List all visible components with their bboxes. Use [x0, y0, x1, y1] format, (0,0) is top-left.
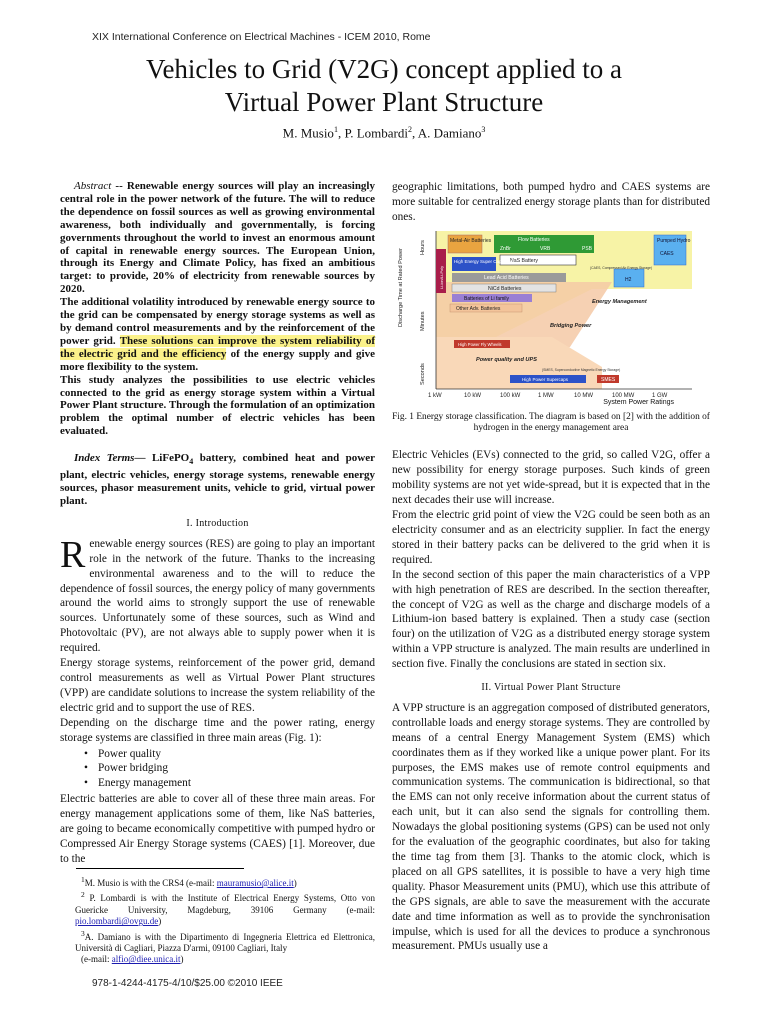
fn1-num: 1	[81, 875, 85, 884]
bullet-list	[98, 747, 375, 792]
list-item: • Energy management	[98, 776, 375, 791]
fn2-text: P. Lombardi is with the Institute of Electrical Energy Systems, Otto von Guericke University, Magdeburg, 39106 Germany (e-mail:	[75, 893, 375, 915]
abstract	[60, 180, 375, 438]
x-axis-title: System Power Ratings	[603, 398, 674, 406]
li-col-label: Li-ion/Li-Poly	[439, 265, 444, 289]
supercap-label: High Energy Super Capacitors	[454, 258, 515, 264]
index-terms-rest: battery, combined heat and power plant, electric vehicles, energy storage systems, renewable energy sources, phasor measurement units, vehicle to grid, virtual power plant.	[60, 452, 376, 508]
figure-caption: Fig. 1 Energy storage classification. The diagram is based on [2] with the addition of hydrogen in the energy management area	[392, 411, 710, 434]
pq-ups-label: Power quality and UPS	[476, 356, 537, 363]
pumped-label: Pumped Hydro	[657, 237, 691, 244]
nas-label: NaS Battery	[510, 257, 538, 264]
abstract-label: Abstract	[74, 180, 112, 192]
dropcap: R	[60, 533, 86, 576]
right-p1: Electric Vehicles (EVs) connected to the grid, so called V2G, offer a new possibility for energy storage purposes. Such kinds of green mobility systems are not yet wide-spread, but it is expected that in the next decades their use will increase.	[392, 449, 710, 507]
metal-air-label: Metal-Air Batteries	[450, 237, 492, 244]
x-tick: 1 MW	[538, 392, 554, 399]
sec1-p3: Depending on the discharge time and the power rating, energy storage systems are classified in three main areas (Fig. 1):	[60, 716, 375, 744]
flywheels-label: High Power Fly Wheels	[458, 341, 502, 347]
lead-acid-label: Lead Acid Batteries	[484, 274, 529, 281]
list-item: • Power quality	[98, 747, 375, 762]
sec1-p1-text: enewable energy sources (RES) are going to play an important role in the network of the future. Thanks to the increasing environmental awareness and to the will to reduce the dependence of fossil sources, the energy policy of many governments around the world aims to strongly support the use of renewable sources. Unfortunately some of these sources, such as Wind and Photovoltaic (PV), are not always able to supply power when it is required.	[60, 537, 375, 655]
right-column	[392, 180, 710, 954]
author-3-sup: 3	[481, 125, 486, 134]
author-1: M. Musio	[282, 125, 334, 141]
fn3-email-link[interactable]: alfio@diee.unica.it	[111, 954, 181, 965]
y-tick-minutes: Minutes	[420, 311, 426, 331]
title-line-1: Vehicles to Grid (V2G) concept applied to a	[145, 54, 623, 84]
section-1-heading: I. Introduction	[186, 517, 249, 529]
x-tick: 1 kW	[428, 392, 442, 399]
x-tick: 100 kW	[500, 392, 521, 399]
sec2-p1: A VPP structure is an aggregation composed of distributed generators, controllable loads and energy storage systems. They are controlled by means of a central Energy Management System (EMS) which coordinates them as if they worked like a unique power plant. For its purposes, the EMS makes use of remote control equipments and communication systems. The communication is bidirectional, so that the EMS can not only receive information about the current status of each unit, but it can also send the signals for controlling them. Nowadays the global positioning systems (GPS) can be used not only for the evaluation of the geographic coordinates, but also for taking the time tag from them [3]. Thanks to the atomic clock, which is placed on all GPS satellites, it is possible to have a very high time quality. Phasor Measurement units (PMU), which use this attribute of the GPS signals, are able to save the measurement with the accurate date and time information as well as to provide the synchronisation impulse, which is used for all the devices to produce a synchronous measurement. PMUs usually use a	[392, 701, 710, 953]
abstract-p3: This study analyzes the possibilities to use electric vehicles connected to the grid as energy storage system within a Virtual Power Plant structure. Through the formulation of an optimization problem the optimal number of electric vehicles has been evaluated.	[60, 373, 375, 438]
fn2-end: )	[158, 916, 162, 927]
sec1-p2: Energy storage systems, reinforcement of the power grid, demand control measurements as well as Virtual Power Plant structures (VPP) are candidate solutions to increase the system reliability of the electric grid and to support the use of RES.	[60, 657, 375, 714]
footnote-rule	[76, 868, 244, 869]
energy-storage-diagram	[392, 227, 710, 399]
h2-label: H2	[625, 276, 632, 283]
author-2-sup: 2	[408, 125, 412, 134]
author-3: A. Damiano	[417, 125, 482, 141]
fn3-pre: (e-mail:	[81, 954, 112, 965]
index-terms-sub: 4	[189, 457, 194, 467]
sec1-p4: Electric batteries are able to cover all of these three main areas. For energy management applications some of them, like NaS batteries, are going to became economically competitive with pumped hydro or Compressed Air Energy Storage systems (CAES) [1]. Moreover, due to the	[60, 793, 375, 865]
caes-label: CAES	[660, 250, 674, 257]
fn1-end: )	[293, 878, 297, 888]
figure-1	[392, 227, 710, 399]
other-adv-label: Other Adv. Batteries	[456, 305, 501, 312]
fn3-end: )	[180, 954, 184, 965]
bridging-label: Bridging Power	[550, 322, 592, 329]
index-terms	[60, 452, 375, 508]
right-top-paragraph: geographic limitations, both pumped hydro and CAES systems are more suitable for centralized energy storage plants than for distributed ones.	[392, 181, 710, 223]
x-tick: 1 GW	[652, 392, 668, 399]
section-2-heading: II. Virtual Power Plant Structure	[481, 682, 621, 694]
x-tick: 10 kW	[464, 392, 482, 399]
index-terms-lead: LiFePO	[151, 452, 190, 465]
y-tick-seconds: Seconds	[420, 362, 426, 385]
sec1-p1	[60, 533, 375, 656]
fn1-email-link[interactable]: mauramusio@alice.it	[216, 878, 294, 888]
abstract-highlight: These solutions can improve the system reliability of the electric grid and the efficiency	[60, 334, 375, 360]
conference-header: XIX International Conference on Electrical Machines - ICEM 2010, Rome	[92, 31, 431, 43]
footnotes	[75, 874, 375, 966]
fn1-text: M. Musio is with the CRS4 (e-mail:	[84, 878, 217, 888]
hp-supercap-label: High Power Supercaps	[522, 376, 569, 382]
paper-title	[0, 53, 768, 119]
x-tick: 10 MW	[574, 392, 594, 399]
title-line-2: Virtual Power Plant Structure	[224, 87, 544, 117]
fn2-email-link[interactable]: pio.lombardi@ovgu.de	[75, 916, 159, 927]
smes-label: SMES	[601, 376, 616, 383]
author-2: P. Lombardi	[344, 125, 408, 141]
smes-note: (SMES, Superconductive Magnetic Energy Storage)	[542, 367, 621, 372]
abstract-p2b: of the energy supply and give more flexibility to the system.	[60, 347, 375, 373]
psb-label: PSB	[582, 245, 593, 252]
right-p2: From the electric grid point of view the V2G could be seen both as an electricity consumer and as an electricity supplier. In fact the energy stored in their battery packs can be delivered to the grid when it is required.	[392, 509, 710, 566]
znbr-label: ZnBr	[500, 245, 511, 252]
abstract-p2a: The additional volatility introduced by renewable energy source to the grid can be compensated by energy storage systems as well as by demand control measurements and by the reinforcement of the power grid.	[60, 296, 375, 347]
y-tick-hours: Hours	[420, 239, 426, 255]
flow-label: Flow Batteries	[518, 236, 550, 243]
abstract-p1: Renewable energy sources will play an increasingly central role in the power network of the future. The will to reduce the dependence on fossil sources as well as growing environmental awareness, both individually and governmentally, is forcing governments throughout the world to invest an enormous amount of capital in renewable energy sources. The European Union, through its Energy and Climate Policy, has fixed an ambitious target: to provide, 20% of electricity from renewable sources by 2020.	[60, 180, 375, 296]
vrb-label: VRB	[540, 245, 551, 252]
nicd-label: NiCd Batteries	[488, 285, 522, 292]
index-terms-label: Index Terms	[74, 452, 135, 465]
caes-note: (CAES, Compressed Air Energy Storage)	[590, 265, 652, 270]
fn3-text: A. Damiano is with the Dipartimento di Ingegneria Elettrica ed Elettronica, Università di Cagliari, Piazza D'armi, 09100 Cagliari, Italy	[75, 931, 375, 954]
copyright-footer: 978-1-4244-4175-4/10/$25.00 ©2010 IEEE	[92, 978, 283, 989]
index-terms-dash: —	[134, 452, 152, 465]
fn2-num: 2	[81, 890, 85, 900]
left-column	[60, 180, 375, 867]
author-list: M. Musio$^1$, P. Lombardi$^2$, A. Damiano$^3$	[282, 125, 486, 141]
author-1-sup: 1	[333, 125, 338, 134]
list-item: • Power bridging	[98, 761, 375, 776]
x-tick: 100 MW	[612, 392, 635, 399]
right-p3: In the second section of this paper the main characteristics of a VPP with high penetration of RES are described. In the section thereafter, the concept of V2G as well as the charge and discharge models of a Lithium-ion based battery is explained. Then a study case (section four) on the utilization of V2G as a distributed energy storage system within a VPP structure is analyzed. The main results are underlined in section five. Finally the conclusions are stated in section six.	[392, 568, 710, 671]
energy-mgmt-label: Energy Management	[592, 298, 647, 305]
abstract-sep: --	[111, 180, 127, 192]
y-axis-title: Discharge Time at Rated Power	[398, 247, 404, 327]
li-ion-label: Batteries of Li family	[464, 295, 510, 302]
fn3-num: 3	[81, 928, 85, 938]
